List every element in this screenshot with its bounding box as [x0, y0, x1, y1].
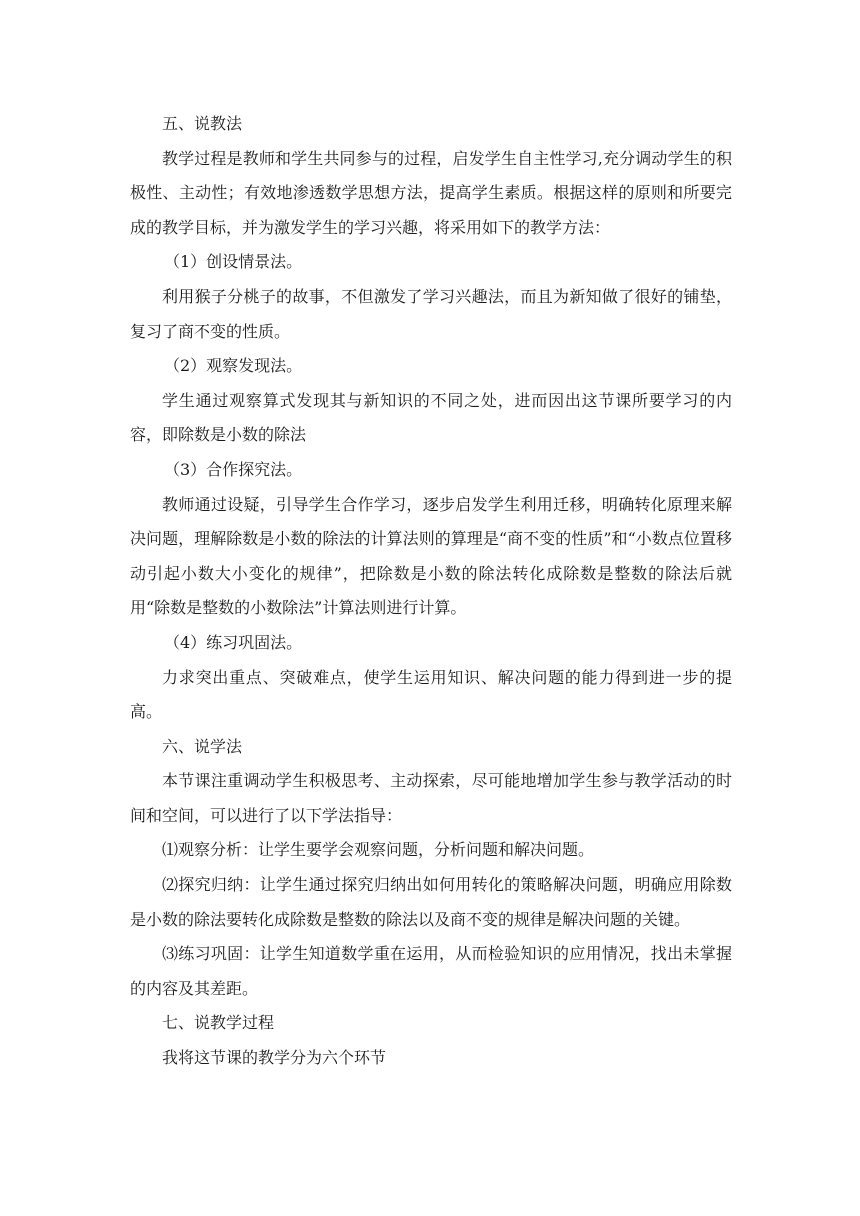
paragraph: 利用猴子分桃子的故事，不但激发了学习兴趣法，而且为新知做了很好的铺垫，复习了商不变的性质。	[130, 286, 732, 341]
paragraph: 教学过程是教师和学生共同参与的过程，启发学生自主性学习,充分调动学生的积极性、主动性；有效地渗透数学思想方法，提高学生素质。根据这样的原则和所要完成的教学目标，并为激发学生的学习兴趣，将采用如下的教学方法：	[130, 148, 732, 237]
paragraph: 力求突出重点、突破难点，使学生运用知识、解决问题的能力得到进一步的提高。	[130, 667, 732, 722]
section-heading-teaching-process: 七、说教学过程	[162, 1013, 275, 1033]
section-heading-learning-method: 六、说学法	[162, 736, 243, 756]
paragraph: ⑴观察分析：让学生要学会观察问题，分析问题和解决问题。	[162, 840, 595, 860]
list-item: （2）观察发现法。	[164, 356, 303, 376]
paragraph: 学生通过观察算式发现其与新知识的不同之处，进而因出这节课所要学习的内容，即除数是小数的除法	[130, 390, 732, 445]
paragraph: ⑶练习巩固：让学生知道数学重在运用，从而检验知识的应用情况，找出未掌握的内容及其差距。	[130, 944, 732, 998]
list-item: （4）练习巩固法。	[164, 632, 303, 652]
section-heading-teaching-method: 五、说教法	[162, 114, 243, 133]
list-item: （3）合作探究法。	[164, 459, 303, 479]
document-body	[130, 107, 732, 1076]
paragraph: 教师通过设疑，引导学生合作学习，逐步启发学生利用迁移，明确转化原理来解决问题，理解除数是小数的除法的计算法则的算理是“商不变的性质”和“小数点位置移动引起小数大小变化的规律”，把除数是小数的除法转化成除数是整数的除法后就用“除数是整数的小数除法”计算法则进行计算。	[130, 494, 732, 618]
paragraph: ⑵探究归纳：让学生通过探究归纳出如何用转化的策略解决问题，明确应用除数是小数的除法要转化成除数是整数的除法以及商不变的规律是解决问题的关键。	[130, 875, 732, 929]
paragraph: 本节课注重调动学生积极思考、主动探索，尽可能地增加学生参与教学活动的时间和空间，可以进行了以下学法指导：	[130, 771, 732, 825]
list-item: （1）创设情景法。	[164, 252, 303, 272]
paragraph: 我将这节课的教学分为六个环节	[162, 1048, 387, 1068]
